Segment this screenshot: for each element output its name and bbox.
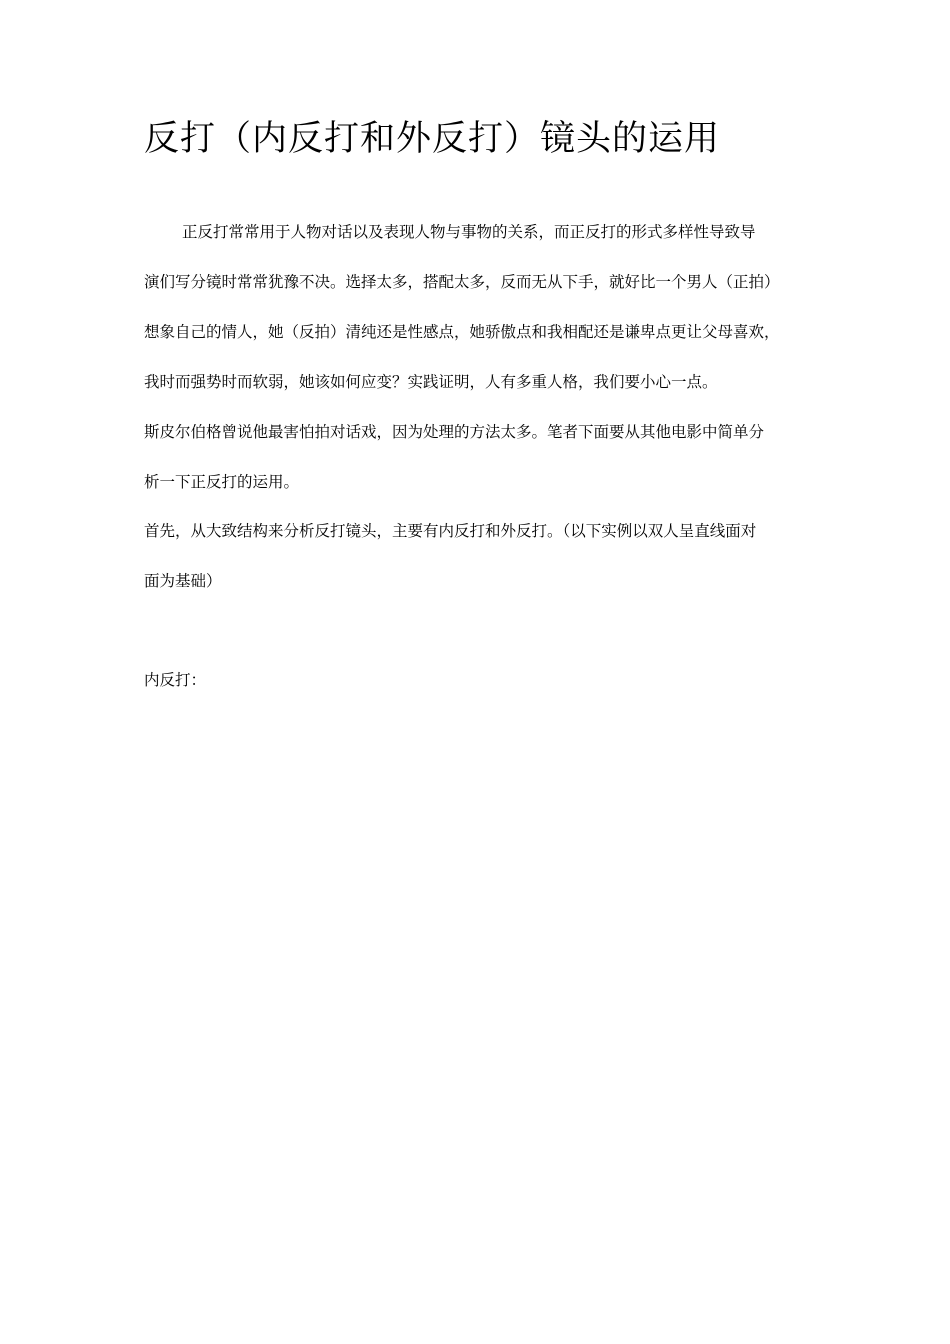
paragraph-2-line-2: 析一下正反打的运用。 bbox=[144, 473, 300, 491]
paragraph-1-line-1: 正反打常常用于人物对话以及表现人物与事物的关系，而正反打的形式多样性导致导 bbox=[182, 223, 756, 241]
paragraph-3-line-1: 首先，从大致结构来分析反打镜头，主要有内反打和外反打。（以下实例以双人呈直线面对 bbox=[144, 522, 757, 540]
paragraph-1-line-3: 想象自己的情人，她（反拍）清纯还是性感点，她骄傲点和我相配还是谦卑点更让父母喜欢， bbox=[144, 323, 780, 341]
document-title: 反打（内反打和外反打）镜头的运用 bbox=[144, 119, 721, 159]
paragraph-1-line-4: 我时而强势时而软弱，她该如何应变？实践证明，人有多重人格，我们要小心一点。 bbox=[144, 373, 718, 391]
section-heading-inner-reverse: 内反打： bbox=[144, 671, 207, 689]
paragraph-1-line-2: 演们写分镜时常常犹豫不决。选择太多，搭配太多，反而无从下手，就好比一个男人（正拍） bbox=[144, 273, 780, 291]
paragraph-2-line-1: 斯皮尔伯格曾说他最害怕拍对话戏，因为处理的方法太多。笔者下面要从其他电影中简单分 bbox=[144, 423, 765, 441]
paragraph-3-line-2: 面为基础） bbox=[144, 572, 222, 590]
